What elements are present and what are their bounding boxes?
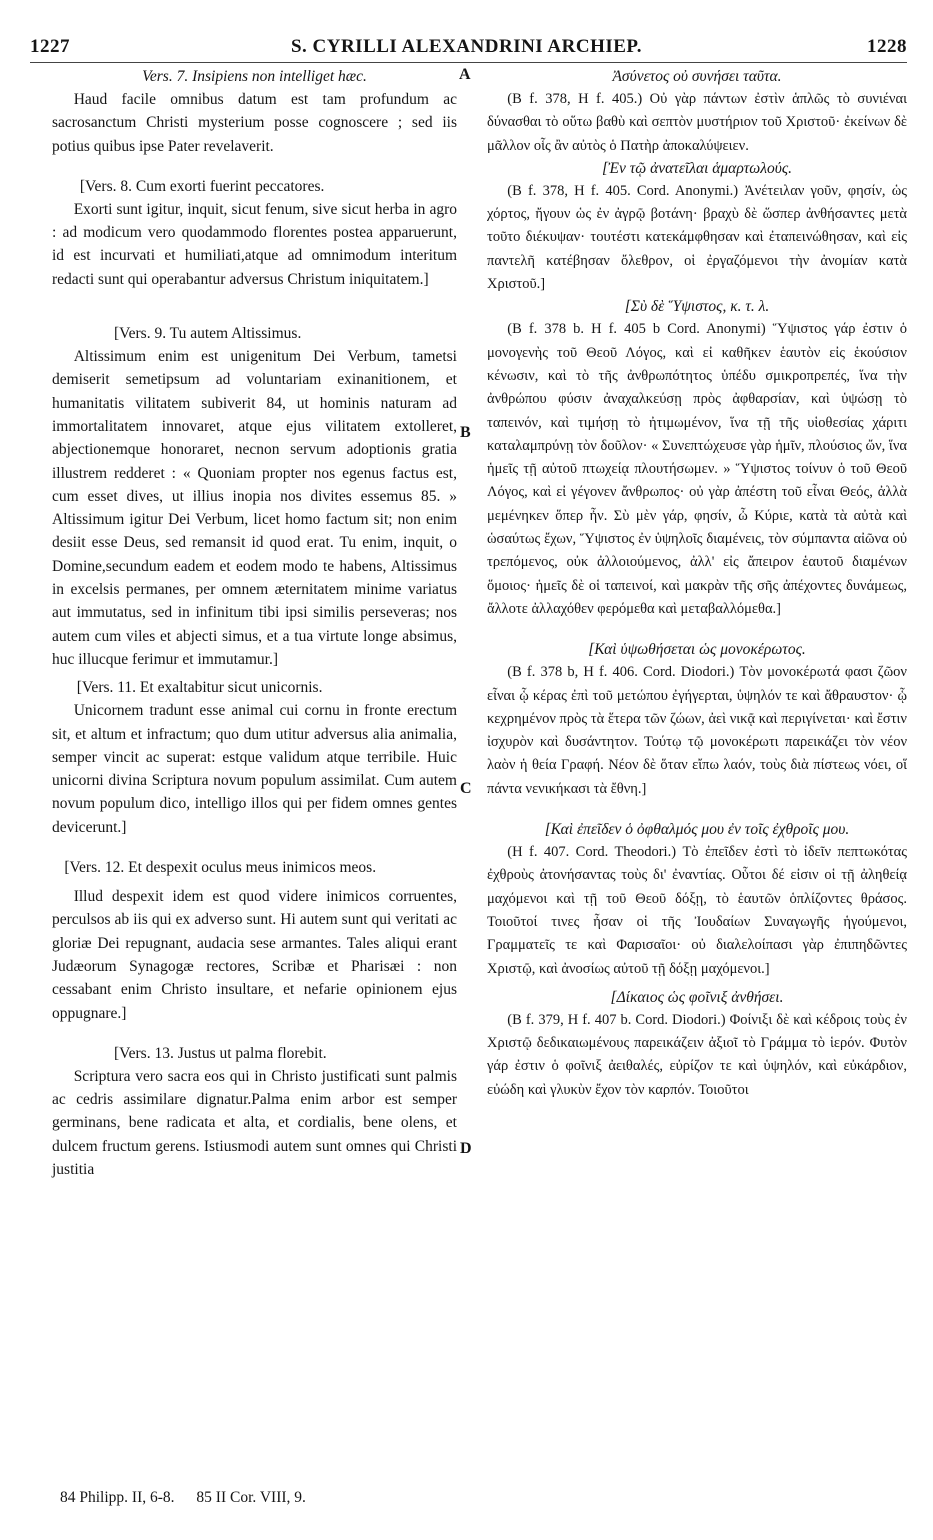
verse-heading: [Vers. 13. Justus ut palma florebit. (114, 1044, 327, 1062)
margin-letter-b: B (460, 424, 471, 441)
margin-letter-a: A (459, 66, 471, 83)
verse-heading: [Ἐν τῷ ἀνατεῖλαι ἁμαρτωλούς. (601, 159, 792, 177)
commentary-paragraph: (B f. 378 b, H f. 406. Cord. Diodori.) Τὸν μονοκέρωτά φασι ζῶον εἶναι ᾧ κέρας ἐπὶ τοῦ μετώπου ἐγήγερται, ὑψηλόν τε καὶ ἄθραυστον· ᾧ κεχρημένον πρὸς τὰ ἕτερα τῶν ζώων, ἀεὶ νικᾷ καὶ περιγίνεται· καὶ ἔστιν ἰσχυρὸν καὶ δυσάντητον. Τούτῳ τῷ μονοκέρωτι παρεικάζει τὸν νέον λαὸν ἡ θεία Γραφή. Νέον δὲ ὅταν εἴπω λαόν, τοὺς διὰ πίστεως νόει, οἵ πάντα νενικήκασι τὰ ἔθνη.] (487, 664, 907, 797)
commentary-paragraph: Exorti sunt igitur, inquit, sicut fenum, sive sicut herba in agro : ad modicum vero quodammodo florentes postea apparuerunt, id est incurvati et humiliati,atque ad omnimodum interitum redacti sunt qui operabantur adversus Christum iniquitatem.] (52, 200, 457, 288)
left-page-number: 1227 (30, 36, 70, 57)
commentary-paragraph: Haud facile omnibus datum est tam profundum ac sacrosanctum Christi mysterium posse cognoscere ; sed iis potius quibus ipse Pater revelaverit. (52, 91, 457, 155)
verse-heading: Ἀσύνετος οὐ συνήσει ταῦτα. (612, 68, 782, 85)
commentary-paragraph: (B f. 378, H f. 405. Cord. Anonymi.) Ἀνέτειλαν γοῦν, φησίν, ὡς χόρτος, ἤγουν ὡς ἐν ἀγρῷ βοτάνη· βραχὺ δὲ ὥσπερ ἀνθήσαντες μετὰ τοῦτο διέκυψαν· τουτέστι κατεκάμφθησαν καὶ ἐταπεινώθησαν, καὶ εἰς παντελῆ κατέβησαν ὄλεθρον, οἱ ἐργαζόμενοι τὴν ἀνομίαν κατὰ Χριστοῦ.] (487, 182, 907, 293)
commentary-paragraph: (H f. 407. Cord. Theodori.) Τὸ ἐπεῖδεν ἐστὶ τὸ ἰδεῖν πεπτωκότας ἐχθροὺς ἀτονήσαντας τοὺς δι' ἐναντίας. Οὗτοι δέ εἰσιν οἱ τῇ ἀληθείᾳ μαχόμενοι καὶ τῇ τοῦ Θεοῦ δόξῃ, τὸ ἑαυτῶν ὁπλίζοντες θράσος. Τοιοῦτοί τινες ἦσαν οἱ τῆς Ἰουδαίων Συναγωγῆς ἡγούμενοι, Γραμματεῖς τε καὶ Φαρισαῖοι· οὐ διαλελοίπασι γὰρ ἐπιπηδῶντες Χριστῷ, καὶ ἀνοσίως αὐτοῦ τῇ δόξῃ μαχόμενοι.] (487, 844, 907, 977)
latin-column (52, 66, 457, 1181)
verse-heading: Vers. 7. Insipiens non intelliget hæc. (142, 68, 367, 85)
margin-letter-c: C (460, 780, 472, 797)
greek-column (487, 66, 907, 1102)
verse-heading: [Καὶ ἐπεῖδεν ὁ ὀφθαλμός μου ἐν τοῖς ἐχθροῖς μου. (544, 821, 850, 839)
footnote-84: 84 Philipp. II, 6-8. (60, 1489, 175, 1506)
commentary-paragraph: Illud despexit idem est quod videre inimicos corruentes, perculsos ab iis qui ex adverso sunt. Hi autem sunt qui veritati ac gloriæ Dei repugnant, audacia sese armantes. Tales aliqui erant Judæorum Synagogæ rectores, Scribæ et Pharisæi : non cessabant enim Christo insultare, et nefarie opinionem ejus oppugnare.] (52, 888, 457, 1022)
verse-heading: [Vers. 8. Cum exorti fuerint peccatores. (79, 177, 325, 195)
header-rule (30, 62, 907, 63)
verse-heading: [Δίκαιος ὡς φοῖνιξ ἀνθήσει. (610, 988, 784, 1006)
verse-heading: [Vers. 12. Et despexit oculus meus inimicos meos. (64, 859, 377, 877)
commentary-paragraph: Scriptura vero sacra eos qui in Christo justificati sunt palmis ac cedris assimilare dignatur.Palma enim arbor est semper germinans, bene radicata et alta, et cordialis, bene olens, et dulcem fructum gerens. Istiusmodi autem sunt omnes qui Christi justitia (52, 1067, 457, 1178)
verse-heading: [Vers. 11. Et exaltabitur sicut unicornis. (76, 679, 323, 697)
commentary-paragraph: Altissimum enim est unigenitum Dei Verbum, tametsi demiserit semetipsum ad voluntariam exinanitionem, et humanitatis vilitatem subiverit 84, ut hominis naturam ad immortalitatem innovaret, atque ejus vilitatem extolleret, abjectionemque honoraret, necnon servum adoptionis gratia illustrem redderet : « Quoniam propter nos egenus factus est, cum esset dives, ut illius inopia nos divites essemus 85. » Altissimum igitur Dei Verbum, licet homo factum sit; non enim desiit esse Deus, sed remansit id quod erat. Tu enim, inquit, o Domine,secundum eadem et eodem modo te habens, Altissimus in excelsis permanes, per omnem æternitatem minime variatus aut immutatus, sed in infinitum tibi ipsi similis perseveras; nos autem cum viles et abjecti simus, et a tua virtute longe absimus, huc illucque ferimur et immutamur.] (52, 348, 457, 668)
verse-heading: [Σὺ δὲ Ὕψιστος, κ. τ. λ. (624, 298, 770, 316)
commentary-paragraph: Unicornem tradunt esse animal cui cornu in fronte erectum sit, et altum et infractum; quo dum utitur adversus alia animalia, semper vincit ac superat: estque validum atque terribile. Huic unicorni divina Scriptura novum populum assimilat. Cum autem novum populum dico, intelligo illos qui per fidem omnes gentes devicerunt.] (52, 702, 457, 836)
running-title: S. CYRILLI ALEXANDRINI ARCHIEP. (290, 36, 643, 57)
verse-heading: [Vers. 9. Tu autem Altissimus. (114, 325, 302, 343)
verse-heading: [Καὶ ὑψωθήσεται ὡς μονοκέρωτος. (588, 641, 806, 659)
right-page-number: 1228 (867, 36, 907, 57)
margin-letter-d: D (460, 1140, 472, 1157)
commentary-paragraph: (B f. 378, H f. 405.) Οὐ γὰρ πάντων ἐστὶν ἁπλῶς τὸ συνιέναι δύνασθαι τὸ οὕτω βαθὺ καὶ σεπτὸν μυστήριον τοῦ Χριστοῦ· ἐκείνων δὲ μᾶλλον οἷς ἂν αὐτὸς ὁ Πατὴρ ἀποκαλύψειεν. (487, 91, 907, 154)
footnote-85: 85 II Cor. VIII, 9. (196, 1489, 306, 1506)
commentary-paragraph: (B f. 379, H f. 407 b. Cord. Diodori.) Φοίνιξι δὲ καὶ κέδροις τοὺς ἐν Χριστῷ δεδικαιωμένους παρεικάζειν ἀξιοῖ τὸ Γράμμα τὸ ἱερόν. Φυτὸν γάρ ἐστιν ὁ φοῖνιξ ἀειθαλές, εὐρίζον τε καὶ ὑψηλόν, καὶ εὐκάρδιον, εὐώδη καὶ γλυκὺν ἔχον τὸν καρπόν. Τοιοῦτοι (487, 1011, 907, 1098)
commentary-paragraph: (B f. 378 b. H f. 405 b Cord. Anonymi) Ὕψιστος γάρ ἐστιν ὁ μονογενὴς τοῦ Θεοῦ Λόγος, καὶ εἰ καθῆκεν ἑαυτὸν εἰς ἑκούσιον κένωσιν, καὶ τὸ τῆς ἀνθρωπότητος ὑπέδυ σμικροπρεπές, ἵνα τὴν ἀνθρώπου φύσιν ἀναχαλκεύσῃ πρὸς ἀφθαρσίαν, καὶ ὑψώσῃ τὸ ταπεινόν, καὶ τιμήσῃ τὸ ἠτιμωμένον, ἵνα τῇ τῆς υἱοθεσίας χάριτι καταλαμπρύνῃ τὸν δοῦλον· « Συνεπτώχευσε γὰρ ἡμῖν, πλούσιος ὤν, ἵνα ἡμεῖς τῇ αὐτοῦ πτωχείᾳ πλουτήσωμεν. » Ὕψιστος τοίνυν ὁ τοῦ Θεοῦ Λόγος, καὶ εἰ γέγονεν ἄνθρωπος· οὐ γὰρ ἀπέστη τοῦ εἶναι Θεός, ἀλλὰ μεμένηκεν ὅπερ ἦν. Σὺ μὲν γάρ, φησίν, ὦ Κύριε, κατὰ τὰ αὐτὰ καὶ ὡσαύτως ἔχων, Ὕψιστος ἐν ὑψηλοῖς διαμένεις, τὸν σύμπαντα αἰῶνα οὐ τρεπόμενος, οὐκ ἀλλοιούμενος, ἀλλ' εἰς ἄπειρον ἑαυτοῦ διαμένων ὅμοιος· ἡμεῖς δὲ οἱ ταπεινοί, καὶ μακρὰν τῆς σῆς ἀπέχοντες δυνάμεως, ἄλλοτε ἀλλαχόθεν φερόμεθα καὶ μεταβαλλόμεθα.] (487, 321, 907, 617)
footnotes (60, 1489, 324, 1507)
